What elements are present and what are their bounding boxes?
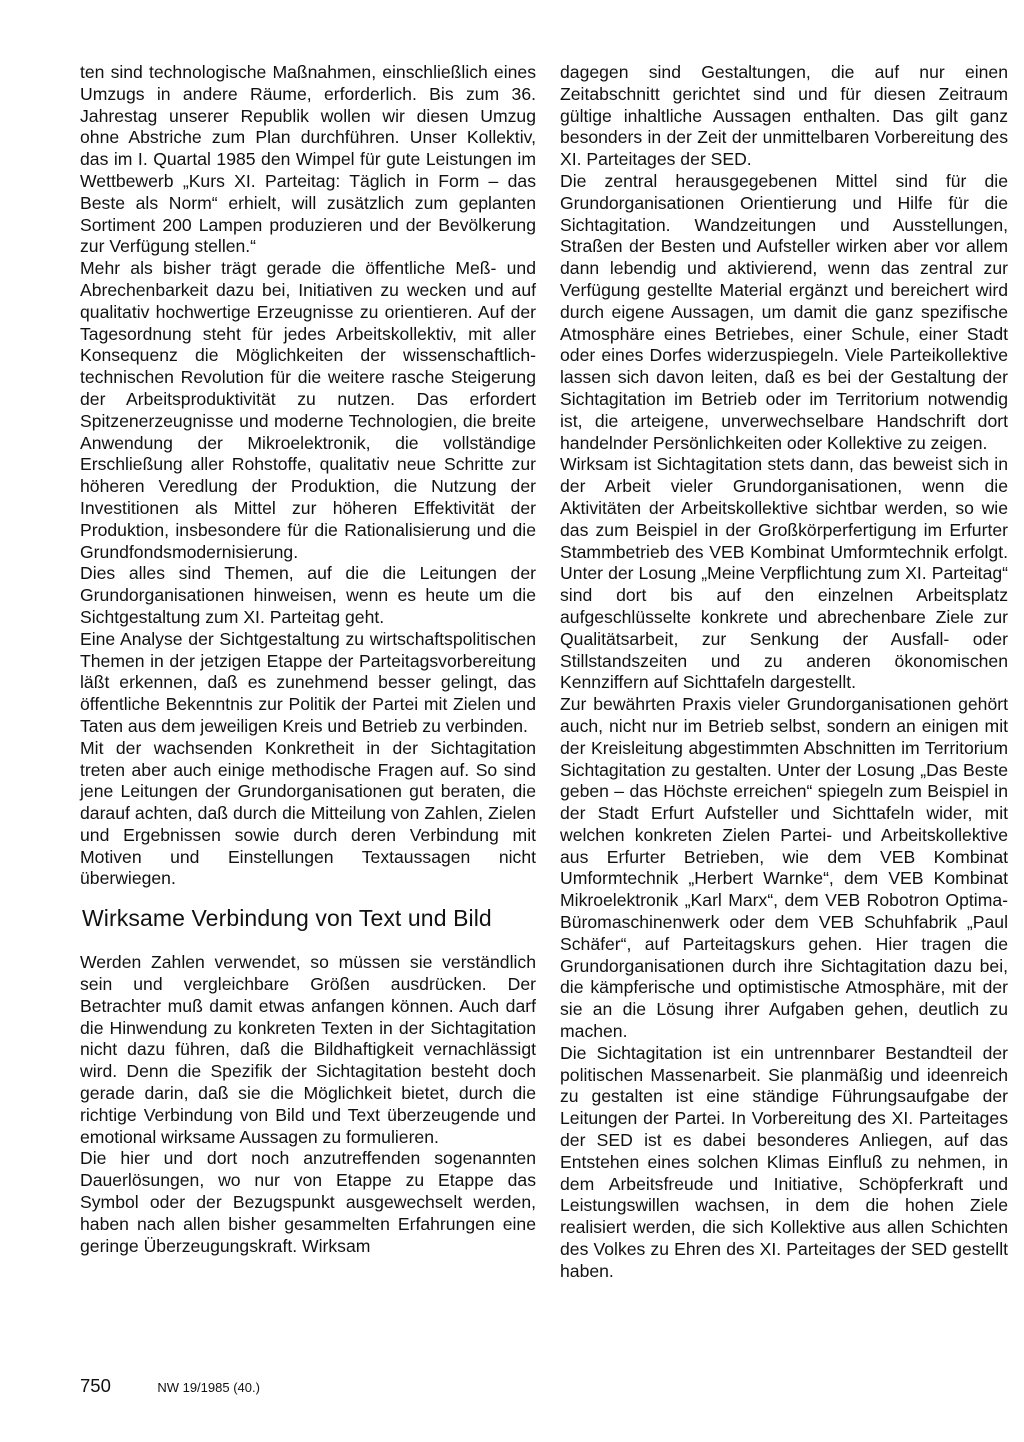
paragraph: Die Sichtagitation ist ein untrennbarer Bestandteil der politischen Massenarbeit. Sie planmäßig und ideenreich zu gestalten ist eine ständige Führungsaufgabe der Leitungen der Partei. In Vorbereitung des XI. Parteitages der SED ist es dabei besonderes Anliegen, auf das Entstehen eines solchen Klimas Einfluß zu nehmen, in dem Arbeitsfreude und Initiative, Schöpferkraft und Leistungswillen wachsen, in dem die hohen Ziele realisiert werden, die sich Kollektive aus allen Schichten des Volkes zu Ehren des XI. Parteitages der SED gestellt haben. (560, 1042, 1008, 1281)
paragraph: Die zentral herausgegebenen Mittel sind für die Grundorganisationen Orientierung und Hilfe für die Sichtagitation. Wandzeitungen und Ausstellungen, Straßen der Besten und Aufsteller wirken aber vor allem dann lebendig und aktivierend, wenn das zentral zur Verfügung gestellte Material ergänzt und bereichert wird durch eigene Aussagen, um damit die ganz spezifische Atmosphäre eines Betriebes, einer Schule, einer Stadt oder eines Dorfes widerzuspiegeln. Viele Parteikollektive lassen sich davon leiten, daß es bei der Gestaltung der Sichtagitation im Betrieb oder im Territorium notwendig ist, die arteigene, unverwechselbare Handschrift dort handelnder Persönlichkeiten oder Kollektive zu zeigen. (560, 170, 1008, 453)
paragraph: Zur bewährten Praxis vieler Grundorganisationen gehört auch, nicht nur im Betrieb selbst, sondern an einigen mit der Kreisleitung abgestimmten Abschnitten im Territorium Sichtagitation zu gestalten. Unter der Losung „Das Beste geben – das Höchste erreichen“ spiegeln zum Beispiel in der Stadt Erfurt Aufsteller und Sichttafeln wider, mit welchen konkreten Zielen Partei- und Arbeitskollektive aus Erfurter Betrieben, wie dem VEB Kombinat Umformtechnik „Herbert Warnke“, dem VEB Kombinat Mikroelektronik „Karl Marx“, dem VEB Robotron Optima-Büromaschinenwerk oder dem VEB Schuhfabrik „Paul Schäfer“, auf Parteitagskurs gehen. Hier tragen die Grundorganisationen durch ihre Sichtagitation dazu bei, die kämpferische und optimistische Atmosphäre, mit der sie an die Lösung ihrer Aufgaben gehen, deutlich zu machen. (560, 694, 1008, 1042)
right-column (560, 62, 1008, 1283)
paragraph: Werden Zahlen verwendet, so müssen sie verständlich sein und vergleichbare Größen ausdrücken. Der Betrachter muß damit etwas anfangen können. Auch darf die Hinwendung zu konkreten Texten in der Sichtagitation nicht dazu führen, daß die Bildhaftigkeit vernachlässigt wird. Denn die Spezifik der Sichtagitation besteht doch gerade darin, daß sie die Möglichkeit bietet, durch die richtige Verbindung von Bild und Text überzeugende und emotional wirksame Aussagen zu formulieren. (80, 952, 536, 1147)
page-footer (80, 1376, 260, 1398)
page-number: 750 (80, 1375, 111, 1396)
paragraph: Mehr als bisher trägt gerade die öffentliche Meß- und Abrechenbarkeit dazu bei, Initiativen zu wecken und auf qualitativ hochwertige Erzeugnisse zu orientieren. Auf der Tagesordnung steht für jedes Arbeitskollektiv, mit aller Konsequenz die Möglichkeiten der wissenschaftlich-technischen Revolution für die weitere rasche Steigerung der Arbeitsproduktivität zu nutzen. Das erfordert Spitzenerzeugnisse und moderne Technologien, die breite Anwendung der Mikroelektronik, die vollständige Erschließung aller Rohstoffe, qualitativ neue Schritte zur höheren Veredlung der Produktion, die Nutzung der Investitionen als Mittel zur höheren Effektivität der Produktion, insbesondere für die Rationalisierung und die Grundfondsmodernisierung. (80, 258, 536, 562)
paragraph: Mit der wachsenden Konkretheit in der Sichtagitation treten aber auch einige methodische Fragen auf. So sind jene Leitungen der Grundorganisationen gut beraten, die darauf achten, daß durch die Mitteilung von Zahlen, Zielen und Ergebnissen sowie durch deren Verbindung mit Motiven und Einstellungen Textaussagen nicht überwiegen. (80, 737, 536, 889)
paragraph: ten sind technologische Maßnahmen, einschließlich eines Umzugs in andere Räume, erforderlich. Bis zum 36. Jahrestag unserer Republik wollen wir diesen Umzug ohne Abstriche zum Plan durchführen. Unser Kollektiv, das im I. Quartal 1985 den Wimpel für gute Leistungen im Wettbewerb „Kurs XI. Parteitag: Täglich in Form – das Beste als Norm“ erhielt, will zusätzlich zum geplanten Sortiment 200 Lampen produzieren und der Bevölkerung zur Verfügung stellen.“ (80, 62, 536, 257)
paragraph: Die hier und dort noch anzutreffenden sogenannten Dauerlösungen, wo nur von Etappe zu Etappe das Symbol oder der Bezugspunkt ausgewechselt werden, haben nach allen bisher gesammelten Erfahrungen eine geringe Überzeugungskraft. Wirksam (80, 1148, 536, 1256)
paragraph: Wirksam ist Sichtagitation stets dann, das beweist sich in der Arbeit vieler Grundorganisationen, wenn die Aktivitäten der Arbeitskollektive sichtbar werden, so wie das zum Beispiel in der Großkörperfertigung im Erfurter Stammbetrieb des VEB Kombinat Umformtechnik erfolgt. Unter der Losung „Meine Verpflichtung zum XI. Parteitag“ sind dort bis auf den einzelnen Arbeitsplatz aufgeschlüsselte konkrete und abrechenbare Ziele zur Qualitätsarbeit, zur Senkung der Ausfall- oder Stillstandszeiten und zu anderen ökonomischen Kennziffern auf Sichttafeln dargestellt. (560, 454, 1008, 693)
issue-reference: NW 19/1985 (40.) (157, 1380, 260, 1395)
paragraph: Dies alles sind Themen, auf die die Leitungen der Grundorganisationen hinweisen, wenn es heute um die Sichtgestaltung zum XI. Parteitag geht. (80, 563, 536, 627)
paragraph: dagegen sind Gestaltungen, die auf nur einen Zeitabschnitt gerichtet sind und für diesen Zeitraum gültige inhaltliche Aussagen enthalten. Das gilt ganz besonders in der Zeit der unmittelbaren Vorbereitung des XI. Parteitages der SED. (560, 62, 1008, 170)
paragraph: Eine Analyse der Sichtgestaltung zu wirtschaftspolitischen Themen in der jetzigen Etappe der Parteitagsvorbereitung läßt erkennen, daß es zunehmend besser gelingt, das öffentliche Bekenntnis zur Politik der Partei mit Zielen und Taten aus dem jeweiligen Kreis und Betrieb zu verbinden. (80, 628, 536, 736)
left-column (80, 62, 536, 1257)
section-heading: Wirksame Verbindung von Text und Bild (82, 905, 492, 932)
